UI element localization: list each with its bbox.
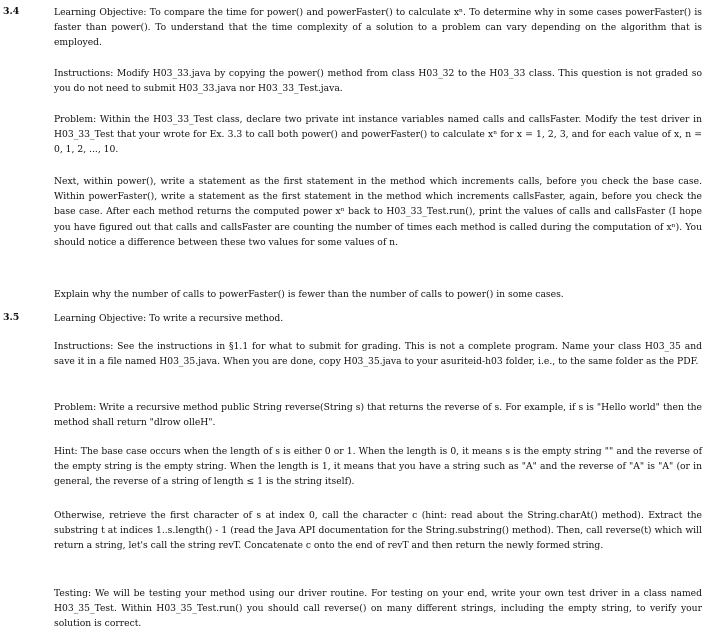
problem-paragraph: Problem: Within the H03_33_Test class, declare two private int instance variables named calls and callsFaster. Modify the test driver in H03_33_Test that your wrote for Ex. 3.3 to call both power() and powerFaster() to calculate xⁿ for x = 1, 2, 3, and for each value of x, n = 0, 1, 2, ..., 10. <box>54 114 702 156</box>
instructions-paragraph: Instructions: Modify H03_33.java by copying the power() method from class H03_32 to the H03_33 class. This question is not graded so you do not need to submit H03_33.java nor H03_33_Test.java. <box>54 68 702 95</box>
explain-paragraph: Explain why the number of calls to powerFaster() is fewer than the number of calls to power() in some cases. <box>54 289 564 300</box>
section-number: 3.4 <box>3 6 20 17</box>
section-number: 3.5 <box>3 312 20 323</box>
testing-paragraph: Testing: We will be testing your method using our driver routine. For testing on your end, write your own test driver in a class named H03_35_Test. Within H03_35_Test.run() you should call reverse() on many different strings, including the empty string, to verify your solution is correct. <box>54 588 702 630</box>
instructions-paragraph: Instructions: See the instructions in §1.1 for what to submit for grading. This is not a complete program. Name your class H03_35 and save it in a file named H03_35.java. When you are done, copy H03_35.java to your asuriteid-h03 folder, i.e., to the same folder as the PDF. <box>54 341 702 368</box>
problem-paragraph: Problem: Write a recursive method public String reverse(String s) that returns the reverse of s. For example, if s is "Hello world" then the method shall return "dlrow olleH". <box>54 402 702 429</box>
learning-objective-paragraph: Learning Objective: To compare the time for power() and powerFaster() to calculate xⁿ. To determine why in some cases powerFaster() is faster than power(). To understand that the time complexity of a solution to a problem can vary depending on the algorithm that is employed. <box>54 7 702 49</box>
otherwise-paragraph: Otherwise, retrieve the first character of s at index 0, call the character c (hint: read about the String.charAt() method). Extract the substring t at indices 1..s.length() - 1 (read the Java API documentation for the String.substring() method). Then, call reverse(t) which will return a string, let's call the string revT. Concatenate c onto the end of revT and then return the newly formed string. <box>54 510 702 552</box>
next-paragraph: Next, within power(), write a statement as the first statement in the method which increments calls, before you check the base case. Within powerFaster(), write a statement as the first statement in the method which increments callsFaster, again, before you check the base case. After each method returns the computed power xⁿ back to H03_33_Test.run(), print the values of calls and callsFaster (I hope you have figured out that calls and callsFaster are counting the number of times each method is called during the computation of xⁿ). You should notice a difference between these two values for some values of n. <box>54 176 702 248</box>
hint-paragraph: Hint: The base case occurs when the length of s is either 0 or 1. When the length is 0, it means s is the empty string "" and the reverse of the empty string is the empty string. When the length is 1, it means that you have a string such as "A" and the reverse of "A" is "A" (or in general, the reverse of a string of length ≤ 1 is the string itself). <box>54 446 702 488</box>
learning-objective-paragraph: Learning Objective: To write a recursive method. <box>54 313 284 324</box>
